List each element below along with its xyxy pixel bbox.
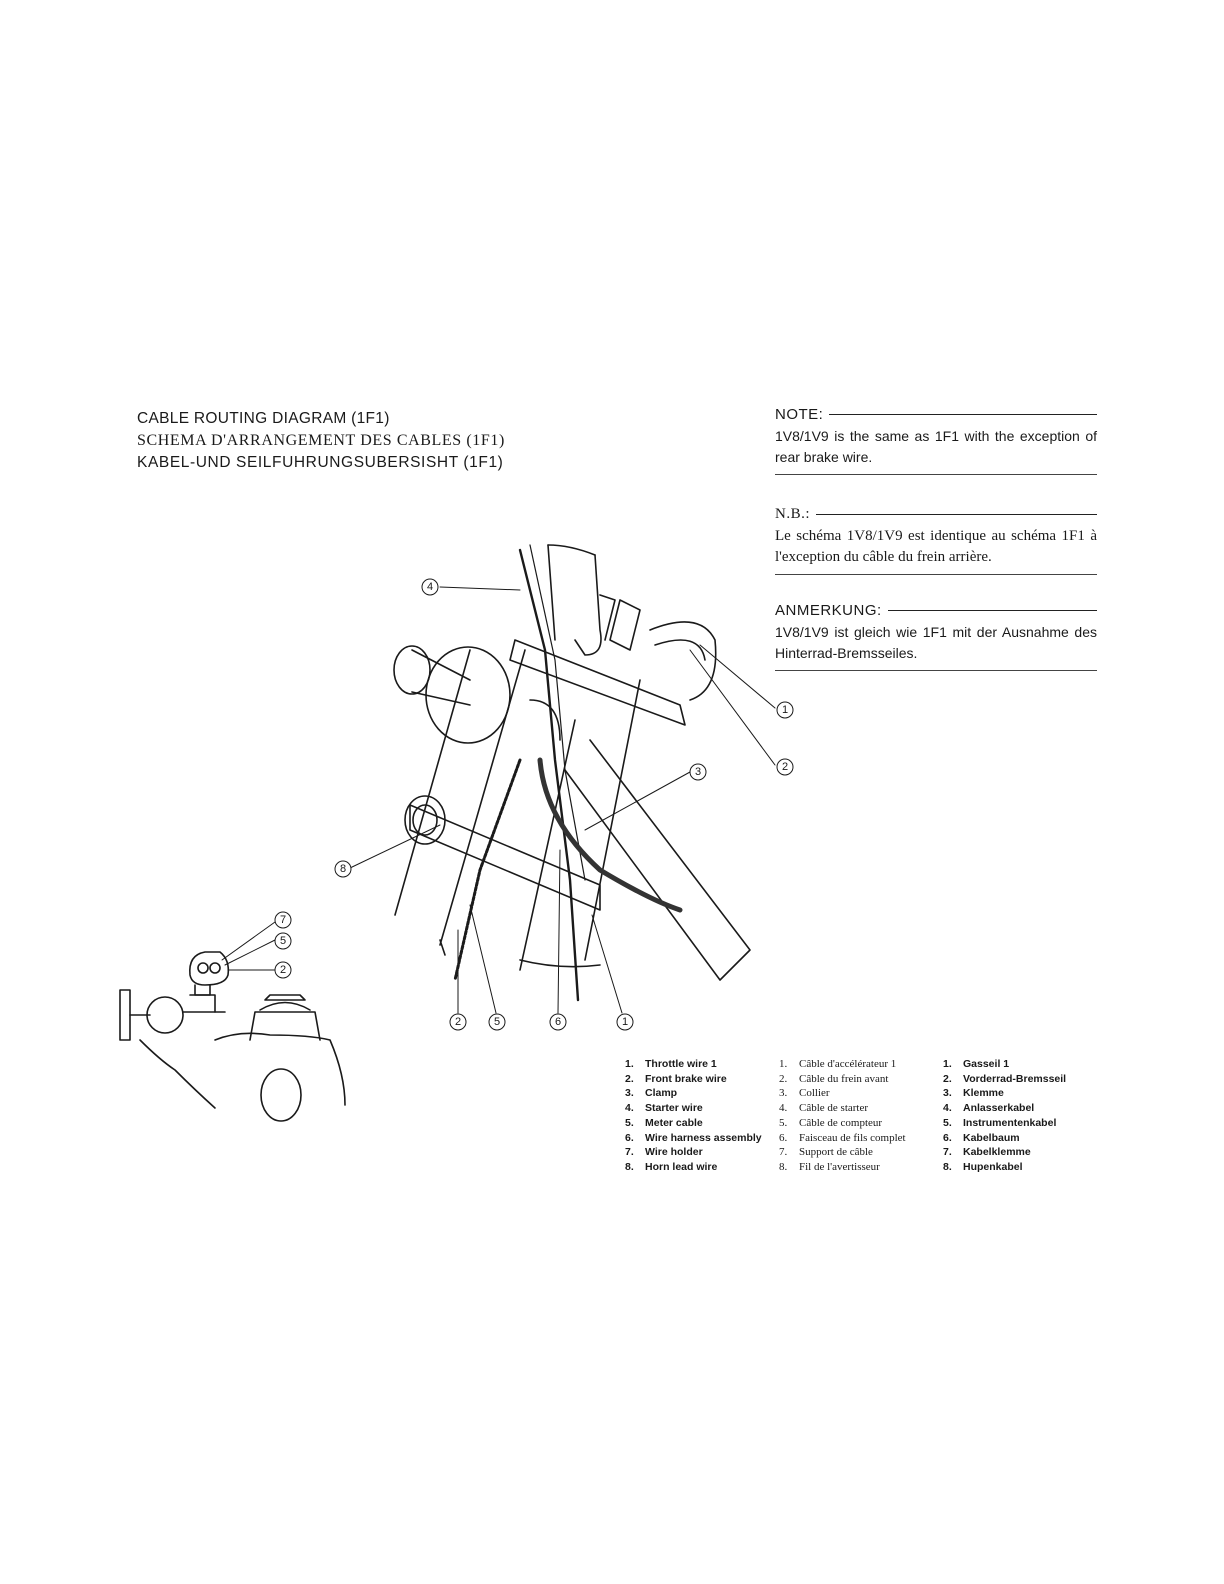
legend-number: 4.	[779, 1102, 788, 1115]
legend-number: 4.	[943, 1102, 952, 1115]
callout-label: 8	[339, 863, 347, 875]
legend-text: Kabelbaum	[963, 1131, 1020, 1144]
title-french: SCHEMA D'ARRANGEMENT DES CABLES (1F1)	[137, 432, 505, 449]
legend-text: Kabelklemme	[963, 1146, 1031, 1159]
callout-label: 5	[493, 1016, 501, 1028]
left-fork-outer	[395, 650, 470, 915]
legend-item	[625, 1145, 762, 1160]
callout-label: 4	[426, 581, 434, 593]
left-fork-inner	[440, 650, 525, 945]
legend-number: 5.	[625, 1116, 634, 1129]
legend-text: Wire harness assembly	[645, 1131, 762, 1144]
legend-item	[625, 1086, 762, 1101]
legend-number: 7.	[943, 1146, 952, 1159]
note-heading: NOTE:	[775, 406, 824, 423]
callout-label: 6	[554, 1016, 562, 1028]
legend-number: 6.	[625, 1131, 634, 1144]
note-text: Le schéma 1V8/1V9 est identique au schéma 1F1 à l'exception du câble du frein arrière.	[775, 528, 1097, 565]
legend-item	[943, 1160, 1066, 1175]
callout-label: 1	[621, 1016, 629, 1028]
legend-number: 3.	[943, 1087, 952, 1100]
legend-number: 2.	[779, 1072, 788, 1085]
legend-item	[943, 1116, 1066, 1131]
legend-item	[625, 1057, 762, 1072]
legend-text: Collier	[799, 1087, 830, 1100]
legend-item	[779, 1057, 906, 1072]
legend-item	[943, 1101, 1066, 1116]
callout-label: 2	[279, 964, 287, 976]
legend-text: Câble du frein avant	[799, 1072, 889, 1085]
legend-item	[779, 1086, 906, 1101]
legend-number: 6.	[943, 1131, 952, 1144]
legend-item	[943, 1131, 1066, 1146]
legend-item	[943, 1145, 1066, 1160]
legend-german	[943, 1057, 1066, 1175]
legend-item	[625, 1131, 762, 1146]
legend-item	[779, 1101, 906, 1116]
callout-label: 2	[454, 1016, 462, 1028]
legend-number: 3.	[625, 1087, 634, 1100]
note-text: 1V8/1V9 ist gleich wie 1F1 mit der Ausnahme des Hinterrad-Bremsseiles.	[775, 624, 1097, 661]
legend-item	[625, 1116, 762, 1131]
callout-label: 7	[279, 914, 287, 926]
legend-number: 4.	[625, 1102, 634, 1115]
legend-number: 1.	[779, 1058, 788, 1070]
callout-label: 2	[781, 761, 789, 773]
title-english: CABLE ROUTING DIAGRAM (1F1)	[137, 410, 390, 427]
title-german: KABEL-UND SEILFUHRUNGSUBERSISHT (1F1)	[137, 454, 504, 471]
legend-number: 2.	[625, 1072, 634, 1085]
legend-text: Câble de compteur	[799, 1116, 883, 1129]
legend-number: 6.	[779, 1131, 788, 1144]
legend-number: 5.	[779, 1116, 788, 1129]
legend-item	[779, 1145, 906, 1160]
legend-item	[779, 1072, 906, 1087]
legend-text: Starter wire	[645, 1102, 703, 1115]
legend-text: Hupenkabel	[963, 1160, 1023, 1173]
legend-text: Wire holder	[645, 1146, 703, 1159]
legend-text: Câble d'accélérateur 1	[799, 1058, 897, 1070]
legend-english	[625, 1057, 762, 1175]
legend-item	[943, 1072, 1066, 1087]
legend-text: Anlasserkabel	[963, 1102, 1035, 1115]
legend-item	[943, 1086, 1066, 1101]
legend-text: Throttle wire 1	[645, 1058, 717, 1070]
legend-item	[779, 1131, 906, 1146]
legend-text: Support de câble	[799, 1146, 873, 1159]
legend-item	[625, 1160, 762, 1175]
note-heading: ANMERKUNG:	[775, 602, 882, 619]
note-heading: N.B.:	[775, 506, 811, 522]
legend-text: Horn lead wire	[645, 1160, 718, 1173]
legend-text: Vorderrad-Bremsseil	[963, 1072, 1067, 1085]
legend-number: 7.	[625, 1146, 634, 1159]
callout-label: 5	[279, 935, 287, 947]
legend-item	[779, 1160, 906, 1175]
callout-label: 3	[694, 766, 702, 778]
legend-number: 1.	[625, 1058, 634, 1070]
legend-number: 7.	[779, 1146, 788, 1159]
legend-text: Gasseil 1	[963, 1058, 1010, 1070]
legend-number: 1.	[943, 1058, 952, 1070]
legend-text: Front brake wire	[645, 1072, 727, 1085]
legend-text: Klemme	[963, 1087, 1004, 1100]
legend-number: 5.	[943, 1116, 952, 1129]
legend-text: Instrumentenkabel	[963, 1116, 1057, 1129]
upper-bracket	[510, 640, 685, 725]
legend-text: Meter cable	[645, 1116, 703, 1129]
legend-item	[943, 1057, 1066, 1072]
legend-number: 3.	[779, 1087, 788, 1100]
legend-text: Fil de l'avertisseur	[799, 1160, 880, 1173]
legend-number: 8.	[625, 1160, 634, 1173]
callout-label: 1	[781, 704, 789, 716]
legend-french	[779, 1057, 906, 1175]
legend-number: 2.	[943, 1072, 952, 1085]
legend-item	[625, 1101, 762, 1116]
legend-number: 8.	[943, 1160, 952, 1173]
legend-number: 8.	[779, 1160, 788, 1173]
legend-item	[625, 1072, 762, 1087]
legend-item	[779, 1116, 906, 1131]
note-text: 1V8/1V9 is the same as 1F1 with the exception of rear brake wire.	[775, 428, 1097, 465]
legend-text: Câble de starter	[799, 1102, 869, 1115]
legend-text: Faisceau de fils complet	[799, 1131, 906, 1144]
legend-text: Clamp	[645, 1087, 678, 1100]
